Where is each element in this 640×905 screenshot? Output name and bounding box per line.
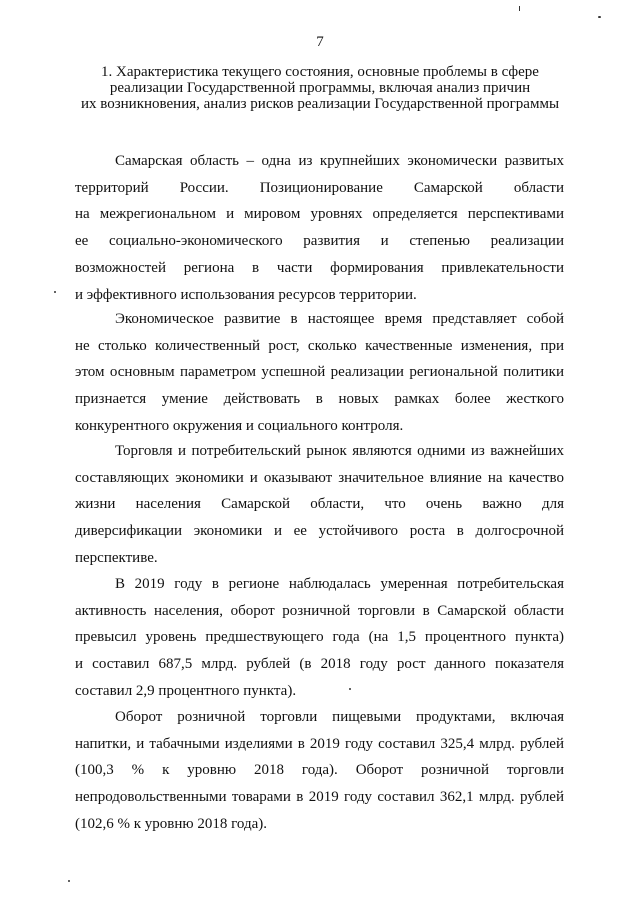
paragraph-line: Экономическое развитие в настоящее время представляет собой <box>115 311 564 327</box>
section-heading <box>70 64 570 112</box>
paragraph-line: этом основным параметром успешной реализации региональной политики <box>75 364 564 381</box>
scan-mark <box>54 291 56 293</box>
paragraph-line: и эффективного использования ресурсов территории. <box>75 286 417 303</box>
paragraph-line: В 2019 году в регионе наблюдалась умеренная потребительская <box>115 576 564 592</box>
paragraph-line: непродовольственными товарами в 2019 году составил 362,1 млрд. рублей <box>75 789 564 806</box>
scan-mark <box>68 880 70 882</box>
paragraph-line: составляющих экономики и оказывают значительное влияние на качество <box>75 469 564 486</box>
paragraph-line: Оборот розничной торговли пищевыми продуктами, включая <box>115 709 564 725</box>
paragraph-line: Самарская область – одна из крупнейших экономически развитых <box>115 153 564 169</box>
paragraph-line: территорий России. Позиционирование Самарской области <box>75 179 564 196</box>
paragraph-line: не столько количественный рост, сколько качественные изменения, при <box>75 337 564 354</box>
scan-mark <box>519 6 520 11</box>
paragraph-retail-turnover <box>75 571 564 705</box>
paragraph-line: признается умение действовать в новых рамках более жесткого <box>75 391 564 408</box>
paragraph-line: Торговля и потребительский рынок являются одними из важнейших <box>115 443 564 459</box>
paragraph-line: и составил 687,5 млрд. рублей (в 2018 году рост данного показателя <box>75 656 564 673</box>
heading-line: их возникновения, анализ рисков реализации Государственной программы <box>80 96 560 112</box>
paragraph-line: активность населения, оборот розничной торговли в Самарской области <box>75 602 564 619</box>
paragraph-line: жизни населения Самарской области, что очень важно для <box>75 496 564 513</box>
paragraph-food-nonfood-turnover <box>75 704 564 838</box>
paragraph-line: (102,6 % к уровню 2018 года). <box>75 815 267 832</box>
scan-mark <box>598 16 601 18</box>
page-number: 7 <box>316 34 324 50</box>
scan-mark <box>349 688 351 690</box>
heading-line: реализации Государственной программы, включая анализ причин <box>109 80 531 96</box>
paragraph-line: перспективе. <box>75 549 158 566</box>
paragraph-line: напитки, и табачными изделиями в 2019 году составил 325,4 млрд. рублей <box>75 735 564 752</box>
paragraph-line: (100,3 % к уровню 2018 года). Оборот розничной торговли <box>75 762 564 779</box>
paragraph-line: конкурентного окружения и социального контроля. <box>75 417 404 434</box>
paragraph-economic-development <box>75 306 564 440</box>
paragraph-line: ее социально-экономического развития и степенью реализации <box>75 233 564 250</box>
paragraph-line: на межрегиональном и мировом уровнях определяется перспективами <box>75 206 564 223</box>
heading-line: 1. Характеристика текущего состояния, основные проблемы в сфере <box>101 64 539 80</box>
paragraph-trade-market <box>75 438 564 572</box>
paragraph-line: составил 2,9 процентного пункта). <box>75 682 297 699</box>
paragraph-line: диверсификации экономики и ее устойчивого роста в долгосрочной <box>75 523 564 540</box>
paragraph-region-overview <box>75 148 564 308</box>
paragraph-line: возможностей региона в части формирования привлекательности <box>75 259 564 276</box>
paragraph-line: превысил уровень предшествующего года (на 1,5 процентного пункта) <box>75 629 564 646</box>
